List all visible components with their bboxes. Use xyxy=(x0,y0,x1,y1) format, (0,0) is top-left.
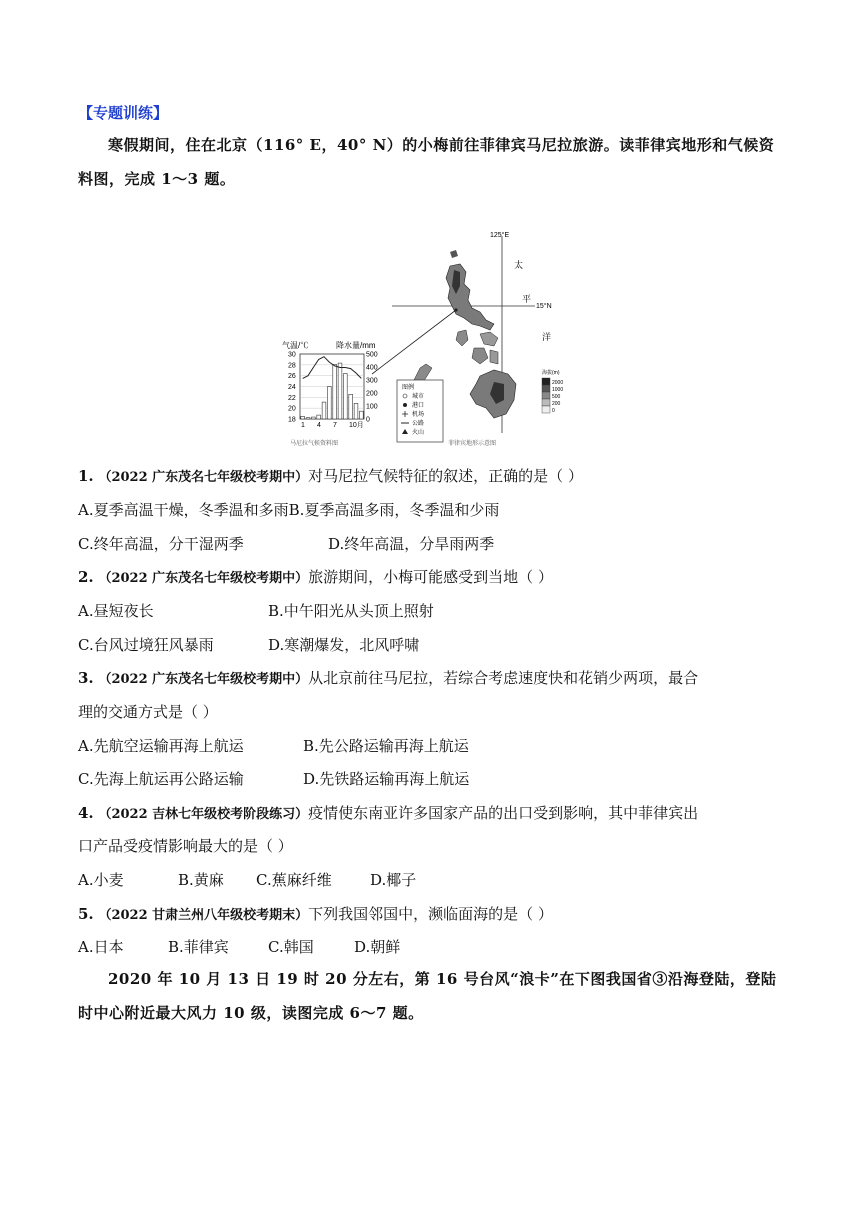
intro-paragraph-1: 寒假期间，住在北京（116° E，40° N）的小梅前往菲律宾马尼拉旅游。读菲律宾地形和气候资料图，完成 1～3 题。 xyxy=(78,136,775,188)
question-2 xyxy=(78,567,553,589)
option-c[interactable]: C.蕉麻纤维 xyxy=(256,871,332,889)
map-caption: 菲律宾地形示意图 xyxy=(448,441,497,447)
option-c[interactable]: C.终年高温，分干湿两季 xyxy=(78,535,244,553)
precip-bar xyxy=(301,416,305,419)
legend-item-label: 港口 xyxy=(412,402,425,409)
temp-tick-label: 26 xyxy=(288,373,296,381)
section-title: 【专题训练】 xyxy=(78,104,169,122)
option-d[interactable]: D.朝鲜 xyxy=(354,938,401,956)
luzon-island xyxy=(446,264,494,330)
legend-title: 图例 xyxy=(402,384,415,391)
manila-pointer-line xyxy=(372,310,456,374)
ocean-label-3: 洋 xyxy=(542,333,552,343)
question-source: （2022 广东茂名七年级校考期中） xyxy=(98,470,309,485)
question-source: （2022 广东茂名七年级校考期中） xyxy=(98,571,309,586)
mindoro-island xyxy=(456,330,468,346)
question-1-options-row-1 xyxy=(78,500,499,520)
precip-bar xyxy=(349,394,353,419)
option-d[interactable]: D.寒潮爆发，北风呼啸 xyxy=(268,636,420,654)
option-b[interactable]: B.黄麻 xyxy=(178,871,224,889)
question-4-stem-continued: 口产品受疫情影响最大的是（ ） xyxy=(78,837,293,855)
option-b[interactable]: B.先公路运输再海上航运 xyxy=(303,737,469,755)
question-number: 2. xyxy=(78,568,94,586)
leyte-island xyxy=(490,350,498,364)
city-symbol xyxy=(403,394,407,398)
temp-tick-label: 24 xyxy=(288,384,296,391)
temp-ticks xyxy=(288,352,296,424)
question-source: （2022 甘肃兰州八年级校考期末） xyxy=(98,908,309,923)
latitude-label: 15°N xyxy=(536,303,552,310)
legend-item-label: 机场 xyxy=(412,411,425,418)
precip-bar xyxy=(327,387,331,420)
elevation-swatch xyxy=(542,378,550,385)
question-1-options-row-2 xyxy=(78,534,494,554)
batanes-island xyxy=(450,250,458,258)
legend-item-label: 火山 xyxy=(412,429,425,436)
question-stem: 旅游期间，小梅可能感受到当地（ ） xyxy=(308,568,553,586)
question-stem: 对马尼拉气候特征的叙述，正确的是（ ） xyxy=(308,467,583,485)
month-tick-label: 4 xyxy=(317,422,321,429)
question-number: 4. xyxy=(78,804,94,822)
month-tick-label: 10月 xyxy=(349,422,364,429)
precip-tick-label: 500 xyxy=(366,351,378,359)
option-d[interactable]: D.终年高温，分旱雨两季 xyxy=(328,535,495,553)
ocean-label-2: 平 xyxy=(522,295,532,305)
ocean-label-1: 太 xyxy=(514,261,524,271)
philippines-map xyxy=(372,231,563,447)
option-a[interactable]: A.昼短夜长 xyxy=(78,602,154,620)
precip-bar xyxy=(311,417,315,419)
elevation-scale xyxy=(542,378,563,414)
elevation-tick-label: 1000 xyxy=(552,387,564,393)
philippines-figure xyxy=(280,228,580,450)
question-4 xyxy=(78,803,698,825)
precip-bar xyxy=(359,411,363,419)
temperature-curve xyxy=(303,357,362,379)
precip-bar xyxy=(354,403,358,419)
precip-tick-label: 200 xyxy=(366,390,378,398)
temp-tick-label: 22 xyxy=(288,394,296,402)
question-number: 5. xyxy=(78,905,94,923)
option-b[interactable]: B.中午阳光从头顶上照射 xyxy=(268,602,434,620)
precip-bar xyxy=(306,418,310,419)
question-stem: 从北京前往马尼拉，若综合考虑速度快和花销少两项，最合 xyxy=(308,669,699,687)
question-stem: 疫情使东南亚许多国家产品的出口受到影响，其中菲律宾出 xyxy=(308,804,699,822)
precip-tick-label: 0 xyxy=(366,416,370,424)
month-tick-label: 7 xyxy=(333,422,337,429)
question-source: （2022 广东茂名七年级校考期中） xyxy=(98,672,309,687)
elevation-tick-label: 0 xyxy=(552,408,555,414)
intro-paragraph-2: 2020 年 10 月 13 日 19 时 20 分左右，第 16 号台风“浪卡”在下图我国省③沿海登陆，登陆时中心附近最大风力 10 级，读图完成 6～7 题。 xyxy=(78,970,777,1022)
option-b[interactable]: B.夏季高温多雨，冬季温和少雨 xyxy=(288,501,500,519)
question-number: 3. xyxy=(78,669,94,687)
manila-marker xyxy=(454,308,457,311)
option-d[interactable]: D.先铁路运输再海上航运 xyxy=(303,770,470,788)
legend-item-label: 城市 xyxy=(412,393,425,400)
climate-caption: 马尼拉气候资料图 xyxy=(290,441,339,447)
precip-ticks xyxy=(366,352,378,424)
temp-tick-label: 18 xyxy=(288,416,296,424)
month-tick-label: 1 xyxy=(301,422,305,429)
elevation-swatch xyxy=(542,392,550,399)
precip-bar xyxy=(322,402,326,419)
question-3-options-row-1 xyxy=(78,736,469,756)
option-a[interactable]: A.先航空运输再海上航运 xyxy=(78,737,244,755)
option-c[interactable]: C.先海上航运再公路运输 xyxy=(78,770,244,788)
option-c[interactable]: C.韩国 xyxy=(268,938,314,956)
elevation-tick-label: 500 xyxy=(552,394,561,400)
legend-item-label: 公路 xyxy=(412,420,425,427)
option-b[interactable]: B.菲律宾 xyxy=(168,938,229,956)
question-2-options-row-2 xyxy=(78,635,419,655)
question-4-options xyxy=(78,870,416,890)
precip-bar xyxy=(338,363,342,419)
question-5-options xyxy=(78,937,400,957)
manila-climate-chart xyxy=(282,340,378,447)
question-3 xyxy=(78,668,698,690)
samar-island xyxy=(480,332,498,346)
question-3-options-row-2 xyxy=(78,769,469,789)
elevation-title: 海拔(m) xyxy=(542,370,560,376)
precip-tick-label: 300 xyxy=(366,377,378,385)
option-a[interactable]: A.夏季高温干燥，冬季温和多雨 xyxy=(78,501,289,519)
option-d[interactable]: D.椰子 xyxy=(370,871,417,889)
elevation-swatch xyxy=(542,385,550,392)
precip-bar xyxy=(317,415,321,419)
question-5 xyxy=(78,904,553,926)
option-a[interactable]: A.日本 xyxy=(78,938,124,956)
question-2-options-row-1 xyxy=(78,601,434,621)
precip-tick-label: 100 xyxy=(366,403,378,411)
precip-axis-label: 降水量/mm xyxy=(336,341,376,350)
temp-tick-label: 20 xyxy=(288,405,296,413)
elevation-swatch xyxy=(542,399,550,406)
port-symbol xyxy=(403,403,407,407)
temp-axis-label: 气温/℃ xyxy=(282,341,309,350)
question-1 xyxy=(78,466,583,488)
longitude-label: 125°E xyxy=(490,232,510,239)
visayas-island xyxy=(472,348,488,364)
temp-tick-label: 28 xyxy=(288,362,296,370)
question-3-stem-continued: 理的交通方式是（ ） xyxy=(78,703,218,721)
elevation-swatch xyxy=(542,406,550,413)
precip-tick-label: 400 xyxy=(366,364,378,372)
option-c[interactable]: C.台风过境狂风暴雨 xyxy=(78,636,214,654)
precip-bar xyxy=(333,364,337,419)
question-source: （2022 吉林七年级校考阶段练习） xyxy=(98,807,309,822)
option-a[interactable]: A.小麦 xyxy=(78,871,124,889)
month-ticks xyxy=(301,421,364,429)
question-number: 1. xyxy=(78,467,94,485)
elevation-tick-label: 2000 xyxy=(552,380,564,386)
precip-bar xyxy=(343,374,347,420)
question-stem: 下列我国邻国中，濒临面海的是（ ） xyxy=(308,905,553,923)
elevation-tick-label: 200 xyxy=(552,401,561,407)
temp-tick-label: 30 xyxy=(288,351,296,359)
